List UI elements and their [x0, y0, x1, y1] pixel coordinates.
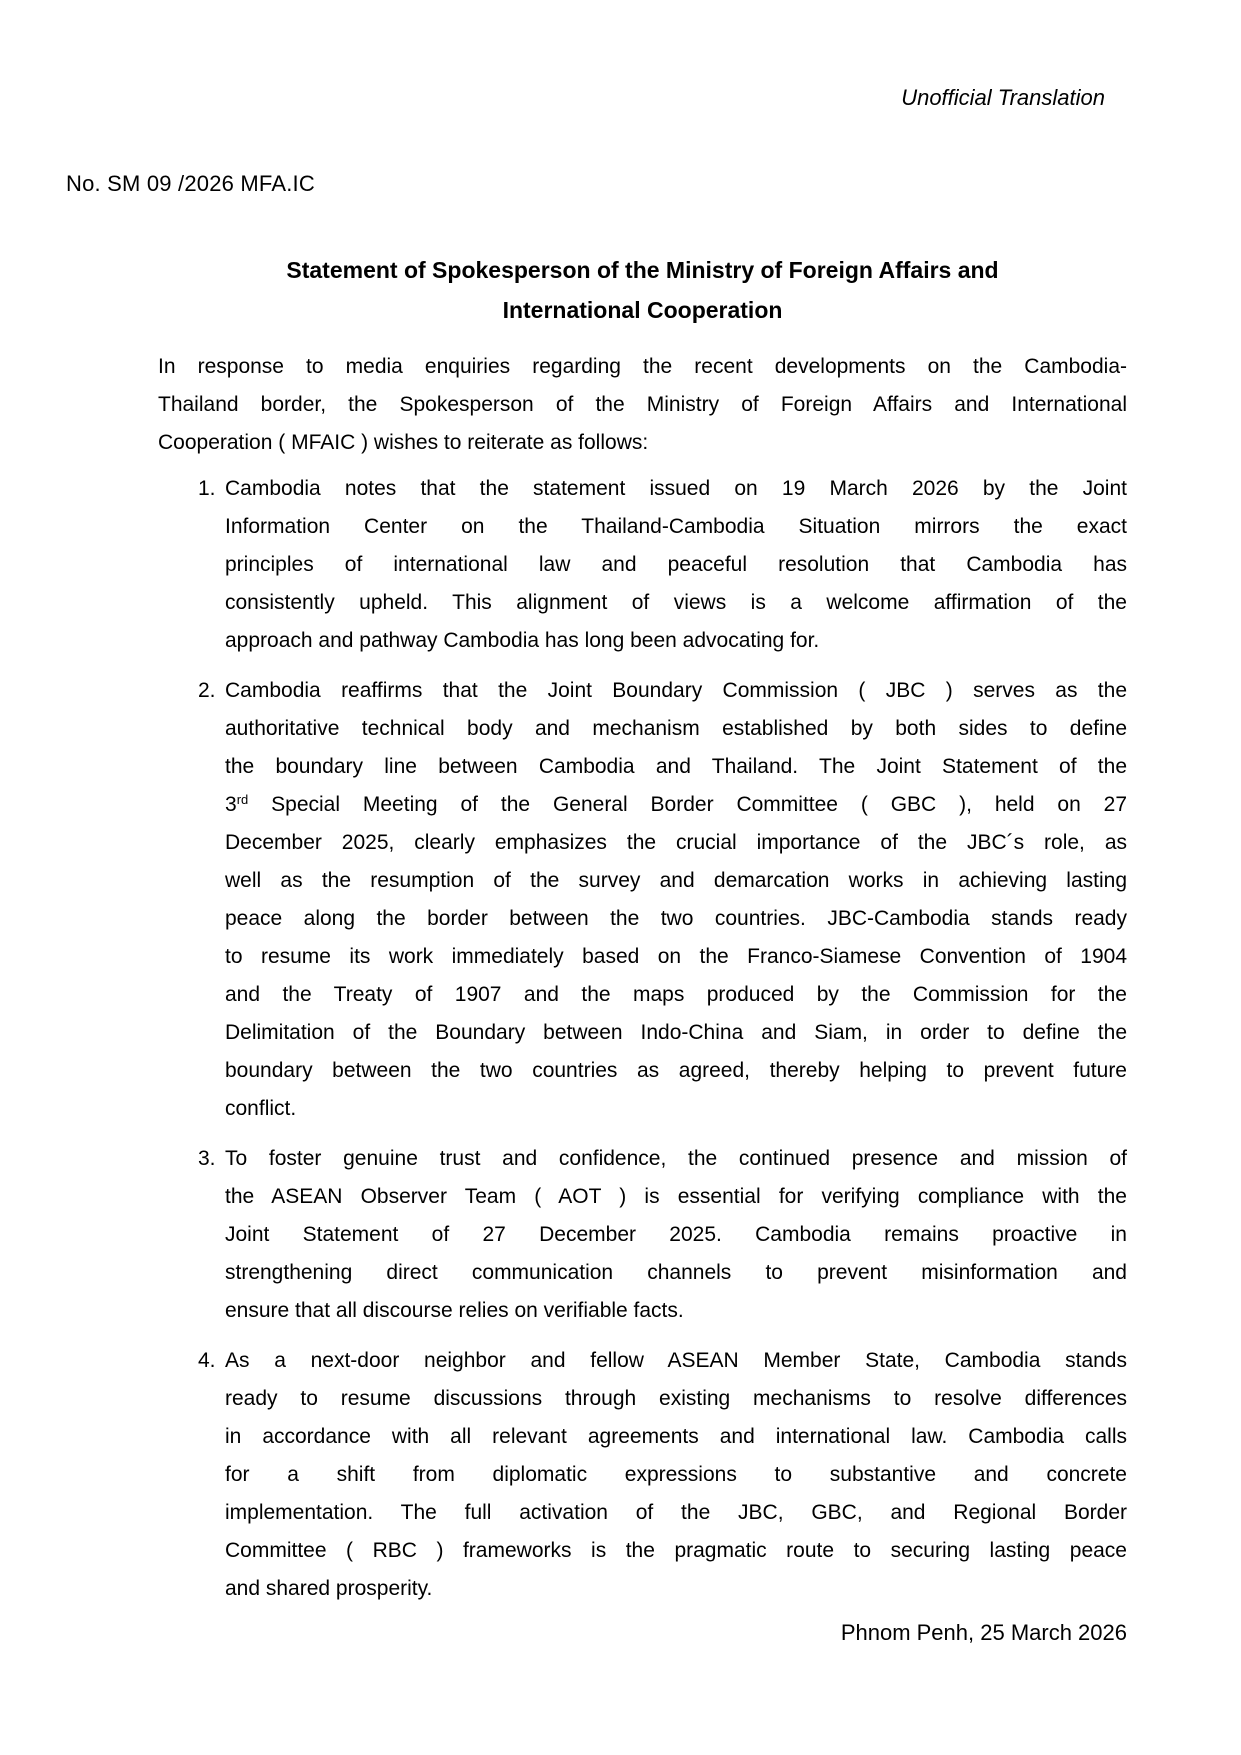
list-item-1: [158, 470, 1127, 660]
intro-paragraph: [158, 348, 1127, 462]
list-item-text: [225, 470, 1127, 660]
intro-line: Cooperation ( MFAIC ) wishes to reiterate as follows:: [158, 431, 649, 454]
item-1-line: consistently upheld. This alignment of views is a welcome affirmation of the: [225, 591, 1127, 614]
item-4-line: and shared prosperity.: [225, 1577, 433, 1600]
numbered-list: [158, 470, 1127, 1620]
item-1-line: Cambodia notes that the statement issued on 19 March 2026 by the Joint: [225, 477, 1127, 500]
item-4-line: for a shift from diplomatic expressions to substantive and concrete: [225, 1463, 1127, 1486]
item-2-line: Delimitation of the Boundary between Indo-China and Siam, in order to define the: [225, 1021, 1127, 1044]
item-4-line: implementation. The full activation of the JBC, GBC, and Regional Border: [225, 1501, 1127, 1524]
reference-number: No. SM 09 /2026 MFA.IC: [66, 171, 315, 196]
document-title: [158, 250, 1127, 330]
item-4-line: ready to resume discussions through existing mechanisms to resolve differences: [225, 1387, 1127, 1410]
item-3-line: Joint Statement of 27 December 2025. Cambodia remains proactive in: [225, 1223, 1127, 1246]
item-2-line: the boundary line between Cambodia and Thailand. The Joint Statement of the: [225, 755, 1127, 778]
list-item-2: [158, 672, 1127, 1128]
item-2-line: 3rd Special Meeting of the General Border Committee ( GBC ), held on 27: [225, 792, 1127, 816]
item-2-line: conflict.: [225, 1097, 297, 1120]
item-2-line: and the Treaty of 1907 and the maps produced by the Commission for the: [225, 983, 1127, 1006]
ordinal-superscript: rd: [236, 792, 249, 807]
item-4-line: Committee ( RBC ) frameworks is the pragmatic route to securing lasting peace: [225, 1539, 1127, 1562]
translation-note: Unofficial Translation: [901, 85, 1105, 110]
item-2-line: peace along the border between the two countries. JBC-Cambodia stands ready: [225, 907, 1127, 930]
item-2-line: December 2025, clearly emphasizes the crucial importance of the JBC´s role, as: [225, 831, 1127, 854]
list-item-text: [225, 1342, 1127, 1608]
item-1-line: principles of international law and peaceful resolution that Cambodia has: [225, 553, 1127, 576]
list-item-4: [158, 1342, 1127, 1608]
item-3-line: To foster genuine trust and confidence, the continued presence and mission of: [225, 1147, 1127, 1170]
list-item-number: 3.: [198, 1147, 216, 1170]
item-2-line: well as the resumption of the survey and demarcation works in achieving lasting: [225, 869, 1127, 892]
list-item-text: [225, 672, 1127, 1128]
item-1-line: Information Center on the Thailand-Cambodia Situation mirrors the exact: [225, 515, 1127, 538]
item-2-line: Cambodia reaffirms that the Joint Boundary Commission ( JBC ) serves as the: [225, 679, 1127, 702]
item-2-line: boundary between the two countries as agreed, thereby helping to prevent future: [225, 1059, 1127, 1082]
item-4-line: in accordance with all relevant agreements and international law. Cambodia calls: [225, 1425, 1127, 1448]
list-item-text: [225, 1140, 1127, 1330]
item-4-line: As a next-door neighbor and fellow ASEAN Member State, Cambodia stands: [225, 1349, 1127, 1372]
list-item-3: [158, 1140, 1127, 1330]
list-item-number: 1.: [198, 477, 216, 500]
item-3-line: strengthening direct communication channels to prevent misinformation and: [225, 1261, 1127, 1284]
list-item-number: 4.: [198, 1349, 216, 1372]
item-3-line: the ASEAN Observer Team ( AOT ) is essential for verifying compliance with the: [225, 1185, 1127, 1208]
intro-line: In response to media enquiries regarding the recent developments on the Cambodia-: [158, 355, 1127, 378]
item-2-line: to resume its work immediately based on the Franco-Siamese Convention of 1904: [225, 945, 1127, 968]
document-title-line-1: Statement of Spokesperson of the Ministry of Foreign Affairs and: [286, 257, 999, 283]
list-item-number: 2.: [198, 679, 216, 702]
item-2-line: authoritative technical body and mechanism established by both sides to define: [225, 717, 1127, 740]
item-3-line: ensure that all discourse relies on verifiable facts.: [225, 1299, 684, 1322]
intro-line: Thailand border, the Spokesperson of the Ministry of Foreign Affairs and International: [158, 393, 1127, 416]
document-title-line-2: International Cooperation: [502, 297, 783, 323]
item-1-line: approach and pathway Cambodia has long been advocating for.: [225, 629, 820, 652]
place-date: Phnom Penh, 25 March 2026: [840, 1620, 1127, 1645]
